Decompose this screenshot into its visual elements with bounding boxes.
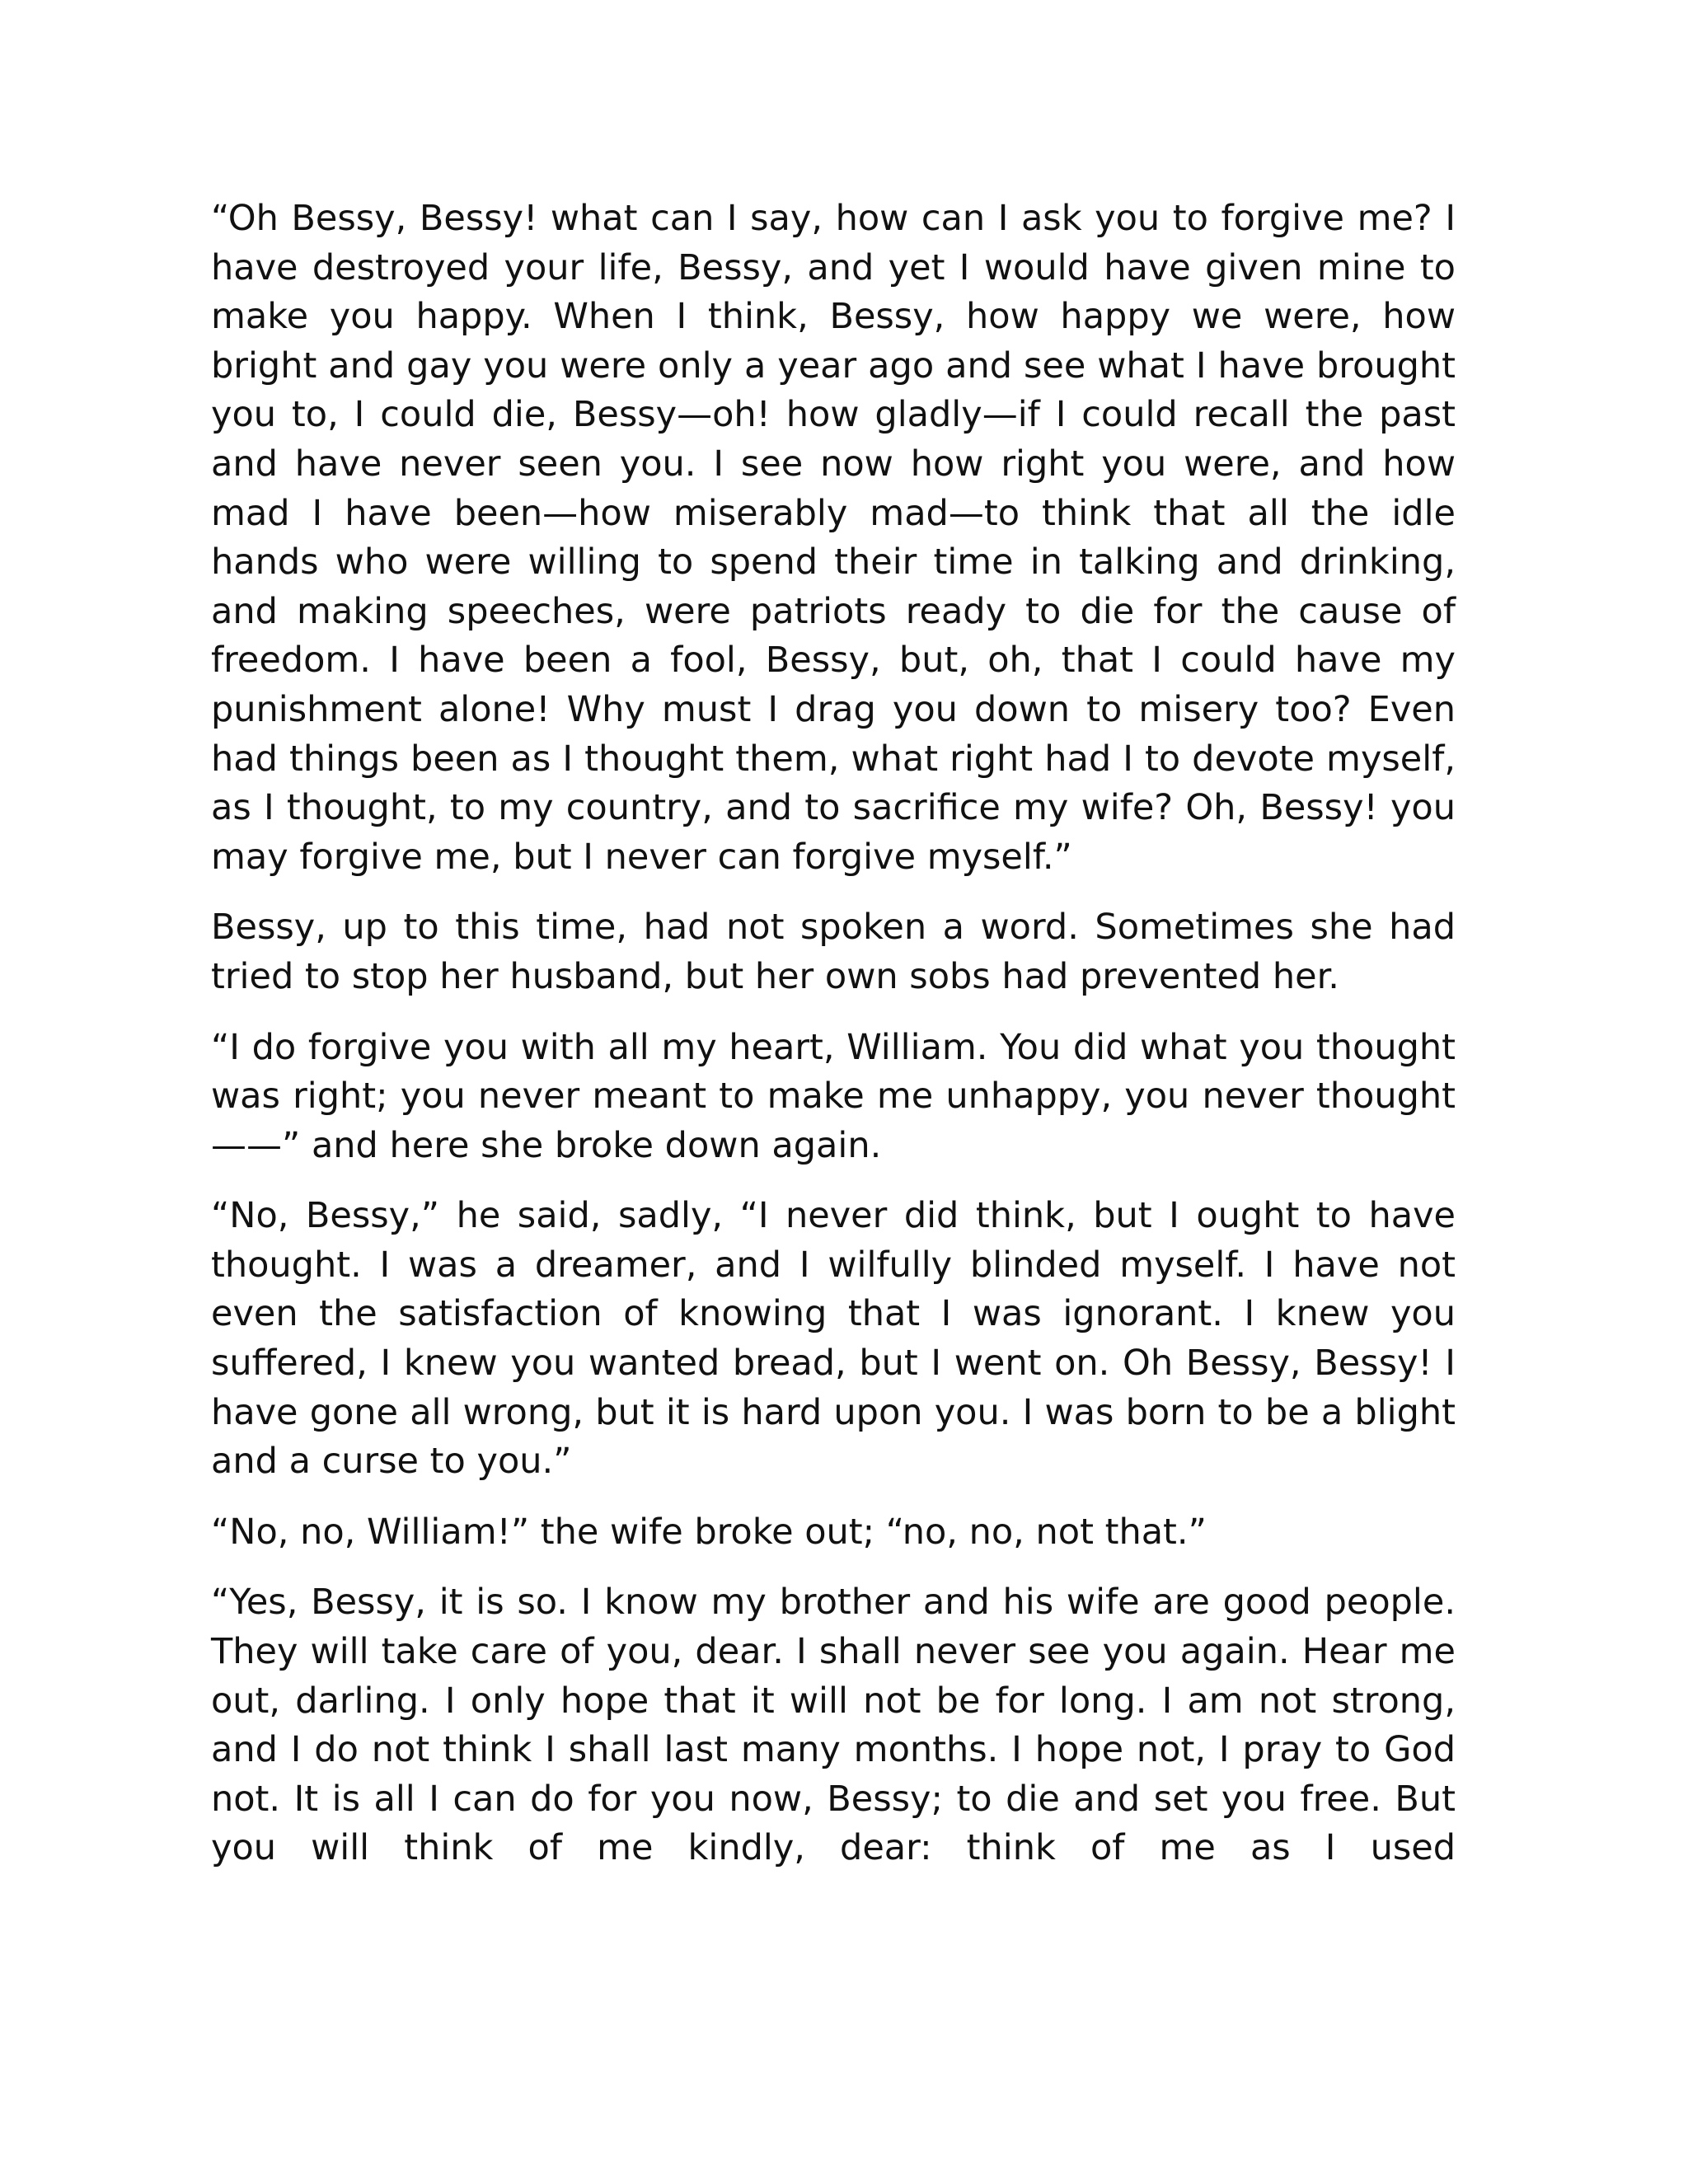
paragraph-4: “No, Bessy,” he said, sadly, “I never did think, but I ought to have thought. I was a dreamer, and I wilfully blinded myself. I have not even the satisfaction of knowing that I was ignorant. I knew you suffered, I knew you wanted bread, but I went on. Oh Bessy, Bessy! I have gone all wrong, but it is hard upon you. I was born to be a blight and a curse to you.” — [211, 1195, 1456, 1483]
paragraph-6: “Yes, Bessy, it is so. I know my brother and his wife are good people. They will take care of you, dear. I shall never see you again. Hear me out, darling. I only hope that it will not be for long. I am not strong, and I do not think I shall last many months. I hope not, I pray to God not. It is all I can do for you now, Bessy; to die and set you free. But you will think of me kindly, dear: think of me as I used — [211, 1582, 1456, 1869]
paragraph-1: “Oh Bessy, Bessy! what can I say, how can I ask you to forgive me? I have destroyed your life, Bessy, and yet I would have given mine to make you happy. When I think, Bessy, how happy we were, how bright and gay you were only a year ago and see what I have brought you to, I could die, Bessy—oh! how gladly—if I could recall the past and have never seen you. I see now how right you were, and how mad I have been—how miserably mad—to think that all the idle hands who were willing to spend their time in talking and drinking, and making speeches, were patriots ready to die for the cause of freedom. I have been a fool, Bessy, but, oh, that I could have my punishment alone! Why must I drag you down to misery too? Even had things been as I thought them, what right had I to devote myself, as I thought, to my country, and to sacrifice my wife? Oh, Bessy! you may forgive me, but I never can forgive myself.” — [211, 198, 1456, 878]
paragraph-5: “No, no, William!” the wife broke out; “no, no, not that.” — [211, 1511, 1207, 1553]
paragraph-2: Bessy, up to this time, had not spoken a word. Sometimes she had tried to stop her husband, but her own sobs had prevented her. — [211, 907, 1456, 997]
page-text-body — [211, 194, 1456, 1873]
paragraph-3: “I do forgive you with all my heart, William. You did what you thought was right; you never meant to make me unhappy, you never thought——” and here she broke down again. — [211, 1026, 1456, 1166]
